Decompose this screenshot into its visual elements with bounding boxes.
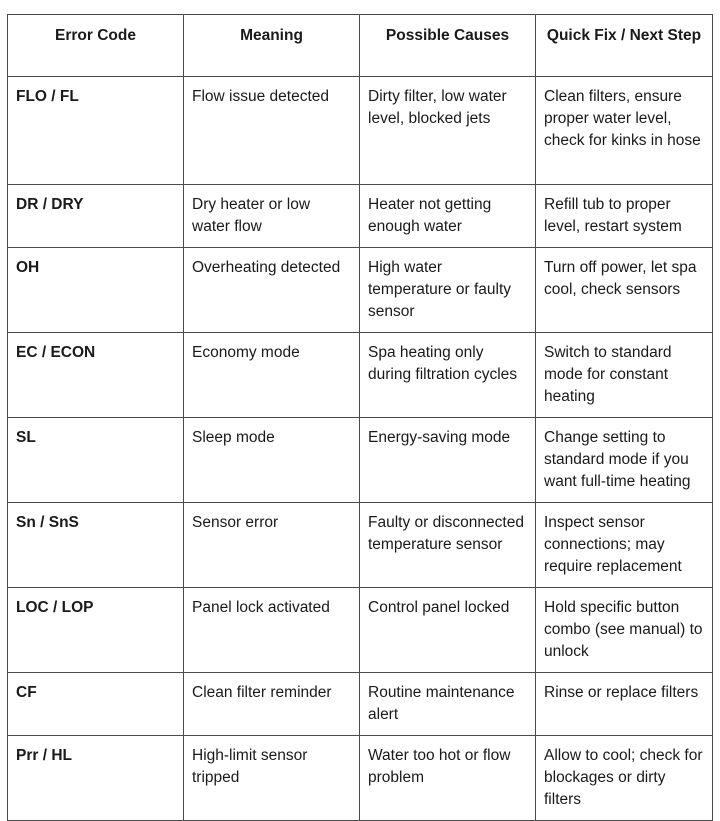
- cell-error-code: Prr / HL: [8, 736, 184, 821]
- cell-meaning: Sleep mode: [184, 418, 360, 503]
- cell-possible-causes: Water too hot or flow problem: [360, 736, 536, 821]
- cell-possible-causes: Dirty filter, low water level, blocked jets: [360, 77, 536, 185]
- cell-error-code: DR / DRY: [8, 185, 184, 248]
- cell-possible-causes: Faulty or disconnected temperature sensor: [360, 503, 536, 588]
- table-row: [8, 736, 713, 821]
- cell-error-code: FLO / FL: [8, 77, 184, 185]
- cell-meaning: Panel lock activated: [184, 588, 360, 673]
- cell-possible-causes: Control panel locked: [360, 588, 536, 673]
- cell-quick-fix: Change setting to standard mode if you want full-time heating: [536, 418, 713, 503]
- table-row: [8, 418, 713, 503]
- cell-possible-causes: Heater not getting enough water: [360, 185, 536, 248]
- header-quick-fix: Quick Fix / Next Step: [536, 15, 713, 77]
- cell-error-code: EC / ECON: [8, 333, 184, 418]
- cell-meaning: Overheating detected: [184, 248, 360, 333]
- header-meaning: Meaning: [184, 15, 360, 77]
- cell-meaning: Flow issue detected: [184, 77, 360, 185]
- cell-quick-fix: Turn off power, let spa cool, check sensors: [536, 248, 713, 333]
- cell-error-code: SL: [8, 418, 184, 503]
- cell-error-code: Sn / SnS: [8, 503, 184, 588]
- cell-possible-causes: Routine maintenance alert: [360, 673, 536, 736]
- table-header-row: [8, 15, 713, 77]
- table-row: [8, 185, 713, 248]
- cell-quick-fix: Allow to cool; check for blockages or dirty filters: [536, 736, 713, 821]
- cell-quick-fix: Refill tub to proper level, restart system: [536, 185, 713, 248]
- cell-quick-fix: Clean filters, ensure proper water level, check for kinks in hose: [536, 77, 713, 185]
- cell-error-code: CF: [8, 673, 184, 736]
- error-code-table: [7, 14, 713, 821]
- cell-quick-fix: Rinse or replace filters: [536, 673, 713, 736]
- cell-possible-causes: Energy-saving mode: [360, 418, 536, 503]
- table-row: [8, 673, 713, 736]
- header-possible-causes: Possible Causes: [360, 15, 536, 77]
- cell-error-code: OH: [8, 248, 184, 333]
- table-row: [8, 503, 713, 588]
- table-row: [8, 333, 713, 418]
- header-error-code: Error Code: [8, 15, 184, 77]
- cell-quick-fix: Inspect sensor connections; may require replacement: [536, 503, 713, 588]
- table-row: [8, 588, 713, 673]
- cell-error-code: LOC / LOP: [8, 588, 184, 673]
- cell-meaning: Economy mode: [184, 333, 360, 418]
- cell-quick-fix: Hold specific button combo (see manual) to unlock: [536, 588, 713, 673]
- table-row: [8, 248, 713, 333]
- cell-meaning: Sensor error: [184, 503, 360, 588]
- cell-meaning: Dry heater or low water flow: [184, 185, 360, 248]
- cell-possible-causes: Spa heating only during filtration cycles: [360, 333, 536, 418]
- cell-meaning: High-limit sensor tripped: [184, 736, 360, 821]
- cell-quick-fix: Switch to standard mode for constant heating: [536, 333, 713, 418]
- table-row: [8, 77, 713, 185]
- cell-possible-causes: High water temperature or faulty sensor: [360, 248, 536, 333]
- cell-meaning: Clean filter reminder: [184, 673, 360, 736]
- error-code-table-container: [7, 14, 712, 821]
